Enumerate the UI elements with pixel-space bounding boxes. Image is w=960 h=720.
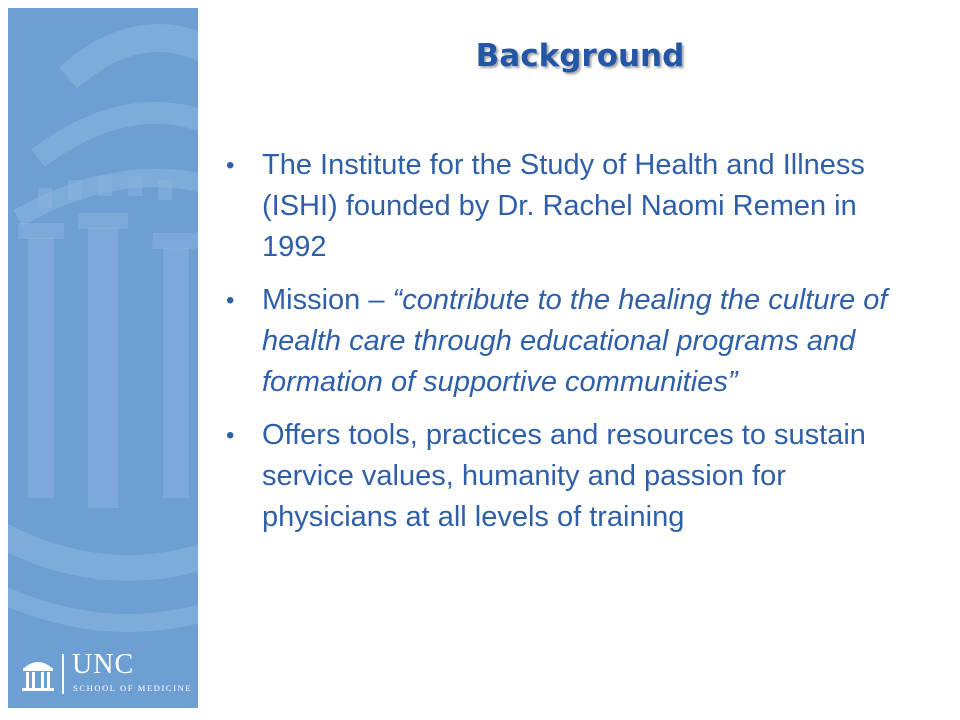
side-panel — [8, 8, 198, 708]
logo-divider — [62, 654, 64, 694]
bullet-text: Offers tools, practices and resources to sustain service values, humanity and passion for physicians at all levels of training — [262, 419, 866, 533]
bullet-text: The Institute for the Study of Health and Illness (ISHI) founded by Dr. Rachel Naomi Remen in 1992 — [262, 149, 865, 263]
bullet-dot-icon: • — [226, 422, 235, 449]
bullet-item — [226, 415, 916, 538]
logo-name: UNC — [72, 649, 135, 680]
bullet-prefix: Mission – — [262, 284, 393, 316]
bullet-item — [226, 145, 916, 268]
unc-logo — [16, 648, 198, 700]
bullet-list — [226, 145, 916, 550]
bullet-dot-icon: • — [226, 152, 235, 179]
slide-title: Background — [475, 38, 685, 74]
old-well-icon — [20, 654, 56, 694]
bullet-item — [226, 280, 916, 403]
old-well-watermark — [8, 8, 198, 708]
logo-subtitle: SCHOOL OF MEDICINE — [73, 683, 193, 693]
mission-quote: “contribute to the healing the culture of health care through educational programs and formation of supportive communities” — [262, 284, 888, 398]
bullet-dot-icon: • — [226, 287, 235, 314]
